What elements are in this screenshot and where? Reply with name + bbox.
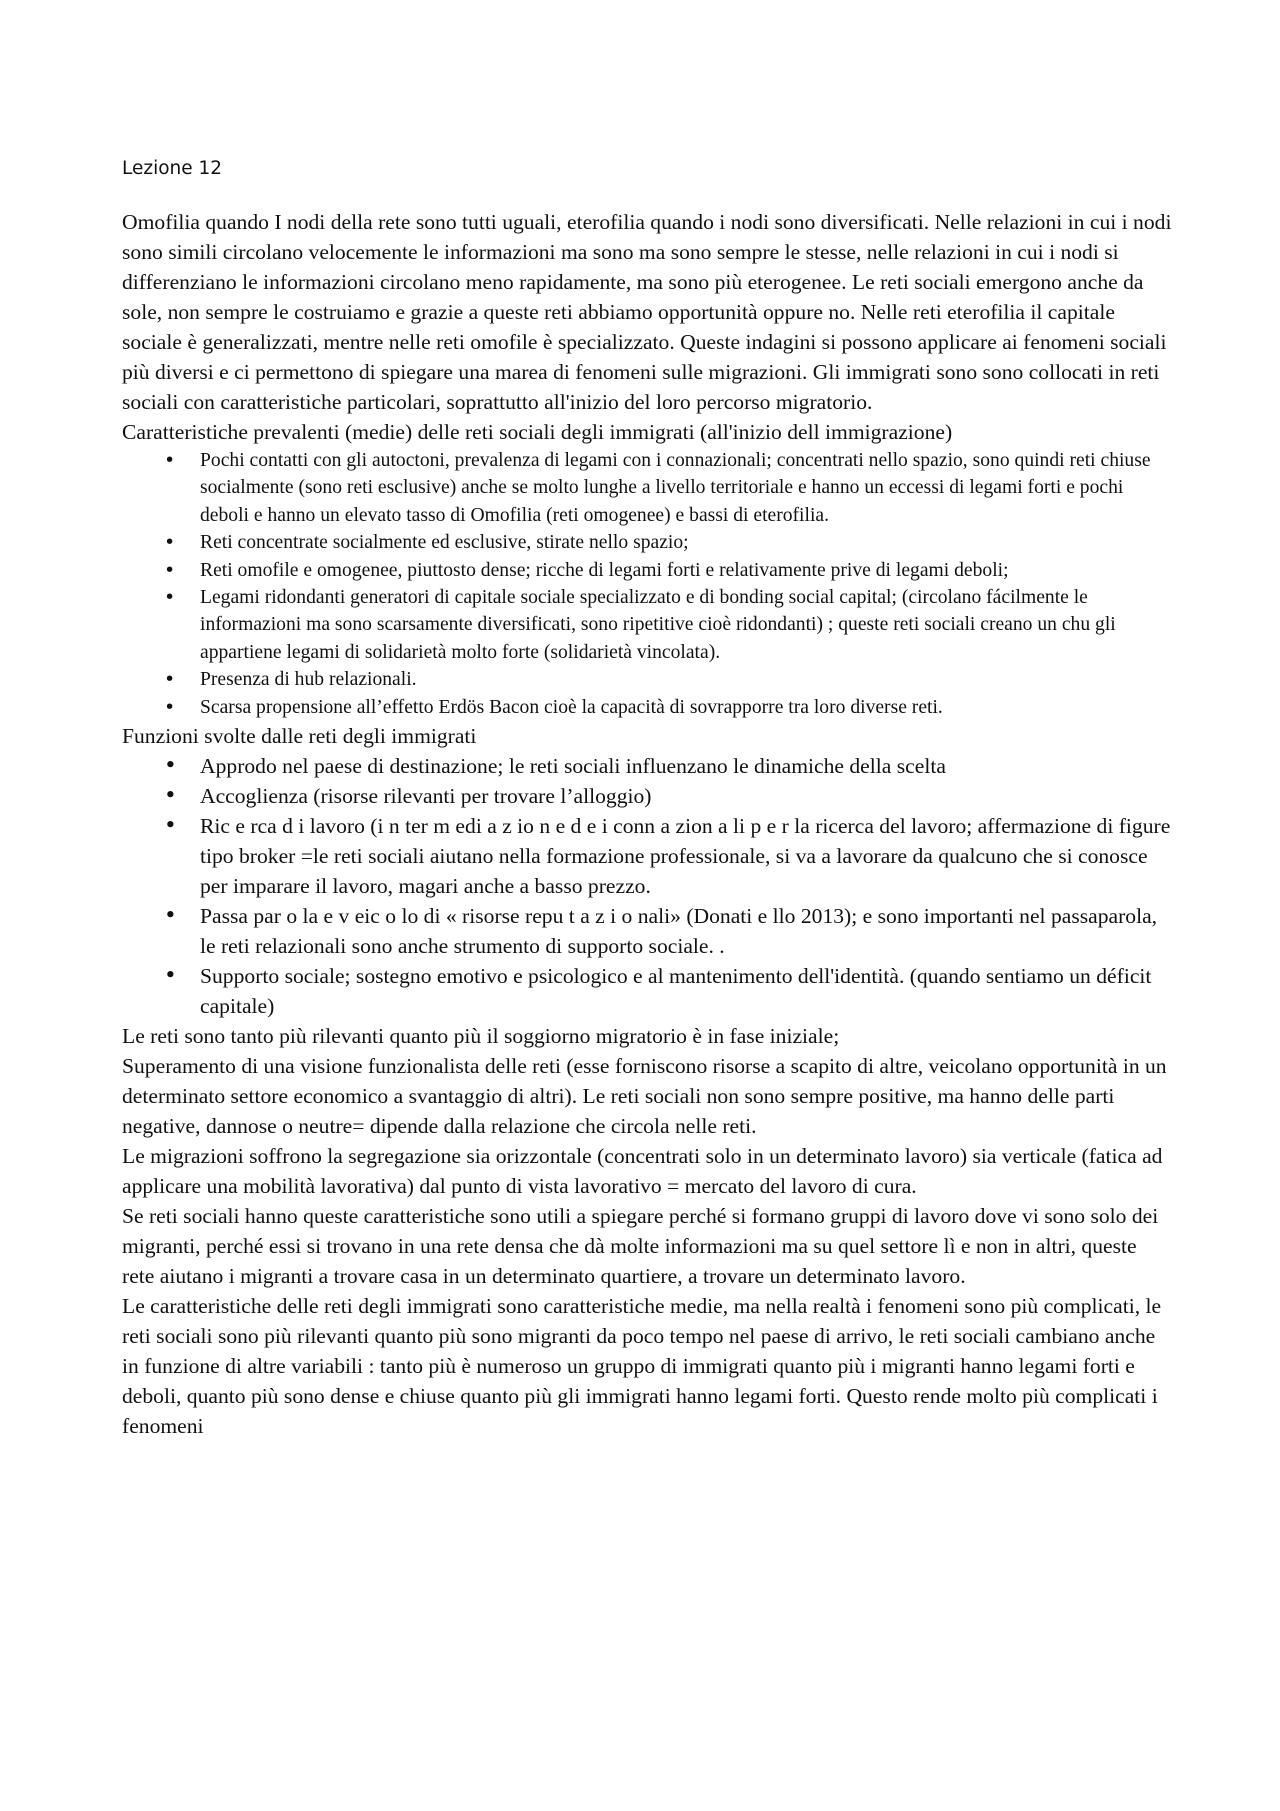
document-body xyxy=(122,154,1172,1441)
lesson-title: Lezione 12 xyxy=(122,158,223,179)
body-paragraph: Superamento di una visione funzionalista delle reti (esse forniscono risorse a scapito di altre, veicolano opportunità in un determinato settore economico a svantaggio di altri). Le reti sociali non sono sempre positive, ma hanno delle parti negative, dannose o neutre= dipende dalla relazione che circola nelle reti. xyxy=(122,1054,1167,1139)
body-paragraph: Le caratteristiche delle reti degli immigrati sono caratteristiche medie, ma nella realtà i fenomeni sono più complicati, le reti sociali sono più rilevanti quanto più sono migranti da poco tempo nel paese di arrivo, le reti sociali cambiano anche in funzione di altre variabili : tanto più è numeroso un gruppo di immigrati quanto più i migranti hanno legami forti e deboli, quanto più sono dense e chiuse quanto più gli immigrati hanno legami forti. Questo rende molto più complicati i fenomeni xyxy=(122,1294,1162,1439)
section-heading-functions: Funzioni svolte dalle reti degli immigrati xyxy=(122,724,477,749)
body-paragraph: Le migrazioni soffrono la segregazione sia orizzontale (concentrati solo in un determinato lavoro) sia verticale (fatica ad applicare una mobilità lavorativa) dal punto di vista lavorativo = mercato del lavoro di cura. xyxy=(122,1144,1163,1199)
characteristics-list xyxy=(122,447,1172,721)
section-heading-characteristics: Caratteristiche prevalenti (medie) delle reti sociali degli immigrati (all'inizio dell immigrazione) xyxy=(122,420,953,444)
list-item: • Reti omofile e omogenee, piuttosto dense; ricche di legami forti e relativamente prive di legami deboli; xyxy=(122,557,1172,584)
body-paragraph: Se reti sociali hanno queste caratteristiche sono utili a spiegare perché si formano gruppi di lavoro dove vi sono solo dei migranti, perché essi si trovano in una rete densa che dà molte informazioni ma su quel settore lì e non in altri, queste rete aiutano i migranti a trovare casa in un determinato quartiere, a trovare un determinato lavoro. xyxy=(122,1204,1159,1289)
list-item: • Scarsa propensione all’effetto Erdös Bacon cioè la capacità di sovrapporre tra loro diverse reti. xyxy=(122,694,1172,721)
list-item: • Reti concentrate socialmente ed esclusive, stirate nello spazio; xyxy=(122,529,1172,556)
intro-paragraph: Omofilia quando I nodi della rete sono tutti uguali, eterofilia quando i nodi sono diversificati. Nelle relazioni in cui i nodi sono simili circolano velocemente le informazioni ma sono ma sono sempre le stesse, nelle relazioni in cui i nodi si differenziano le informazioni circolano meno rapidamente, ma sono più eterogenee. Le reti sociali emergono anche da sole, non sempre le costruiamo e grazie a queste reti abbiamo opportunità oppure no. Nelle reti eterofilia il capitale sociale è generalizzati, mentre nelle reti omofile è specializzato. Queste indagini si possono applicare ai fenomeni sociali più diversi e ci permettono di spiegare una marea di fenomeni sulle migrazioni. Gli immigrati sono sono collocati in reti sociali con caratteristiche particolari, soprattutto all'inizio del loro percorso migratorio. xyxy=(122,210,1172,414)
list-item: • Legami ridondanti generatori di capitale sociale specializzato e di bonding social capital; (circolano fácilmente le informazioni ma sono scarsamente diversificati, sono ripetitive cioè ridondanti) ; queste reti sociali creano un chu gli appartiene legami di solidarietà molto forte (solidarietà vincolata). xyxy=(122,584,1172,666)
body-paragraph: Le reti sono tanto più rilevanti quanto più il soggiorno migratorio è in fase iniziale; xyxy=(122,1024,840,1049)
list-item: • Approdo nel paese di destinazione; le reti sociali influenzano le dinamiche della scelta xyxy=(122,751,1172,781)
list-item: • Pochi contatti con gli autoctoni, prevalenza di legami con i connazionali; concentrati nello spazio, sono quindi reti chiuse socialmente (sono reti esclusive) anche se molto lunghe a livello territoriale e hanno un eccessi di legami forti e pochi deboli e hanno un elevato tasso di Omofilia (reti omogenee) e bassi di eterofilia. xyxy=(122,447,1172,529)
list-item: • Supporto sociale; sostegno emotivo e psicologico e al mantenimento dell'identità. (quando sentiamo un déficit capitale) xyxy=(122,961,1172,1021)
list-item: • Presenza di hub relazionali. xyxy=(122,666,1172,693)
list-item: • Ric e rca d i lavoro (i n ter m edi a z io n e d e i conn a zion a li p e r la ricerca del lavoro; affermazione di figure tipo broker =le reti sociali aiutano nella formazione professionale, si va a lavorare da qualcuno che si conosce per imparare il lavoro, magari anche a basso prezzo. xyxy=(122,811,1172,901)
list-item: • Passa par o la e v eic o lo di « risorse repu t a z i o nali» (Donati e llo 2013); e sono importanti nel passaparola, le reti relazionali sono anche strumento di supporto sociale. . xyxy=(122,901,1172,961)
list-item: • Accoglienza (risorse rilevanti per trovare l’alloggio) xyxy=(122,781,1172,811)
functions-list xyxy=(122,751,1172,1021)
